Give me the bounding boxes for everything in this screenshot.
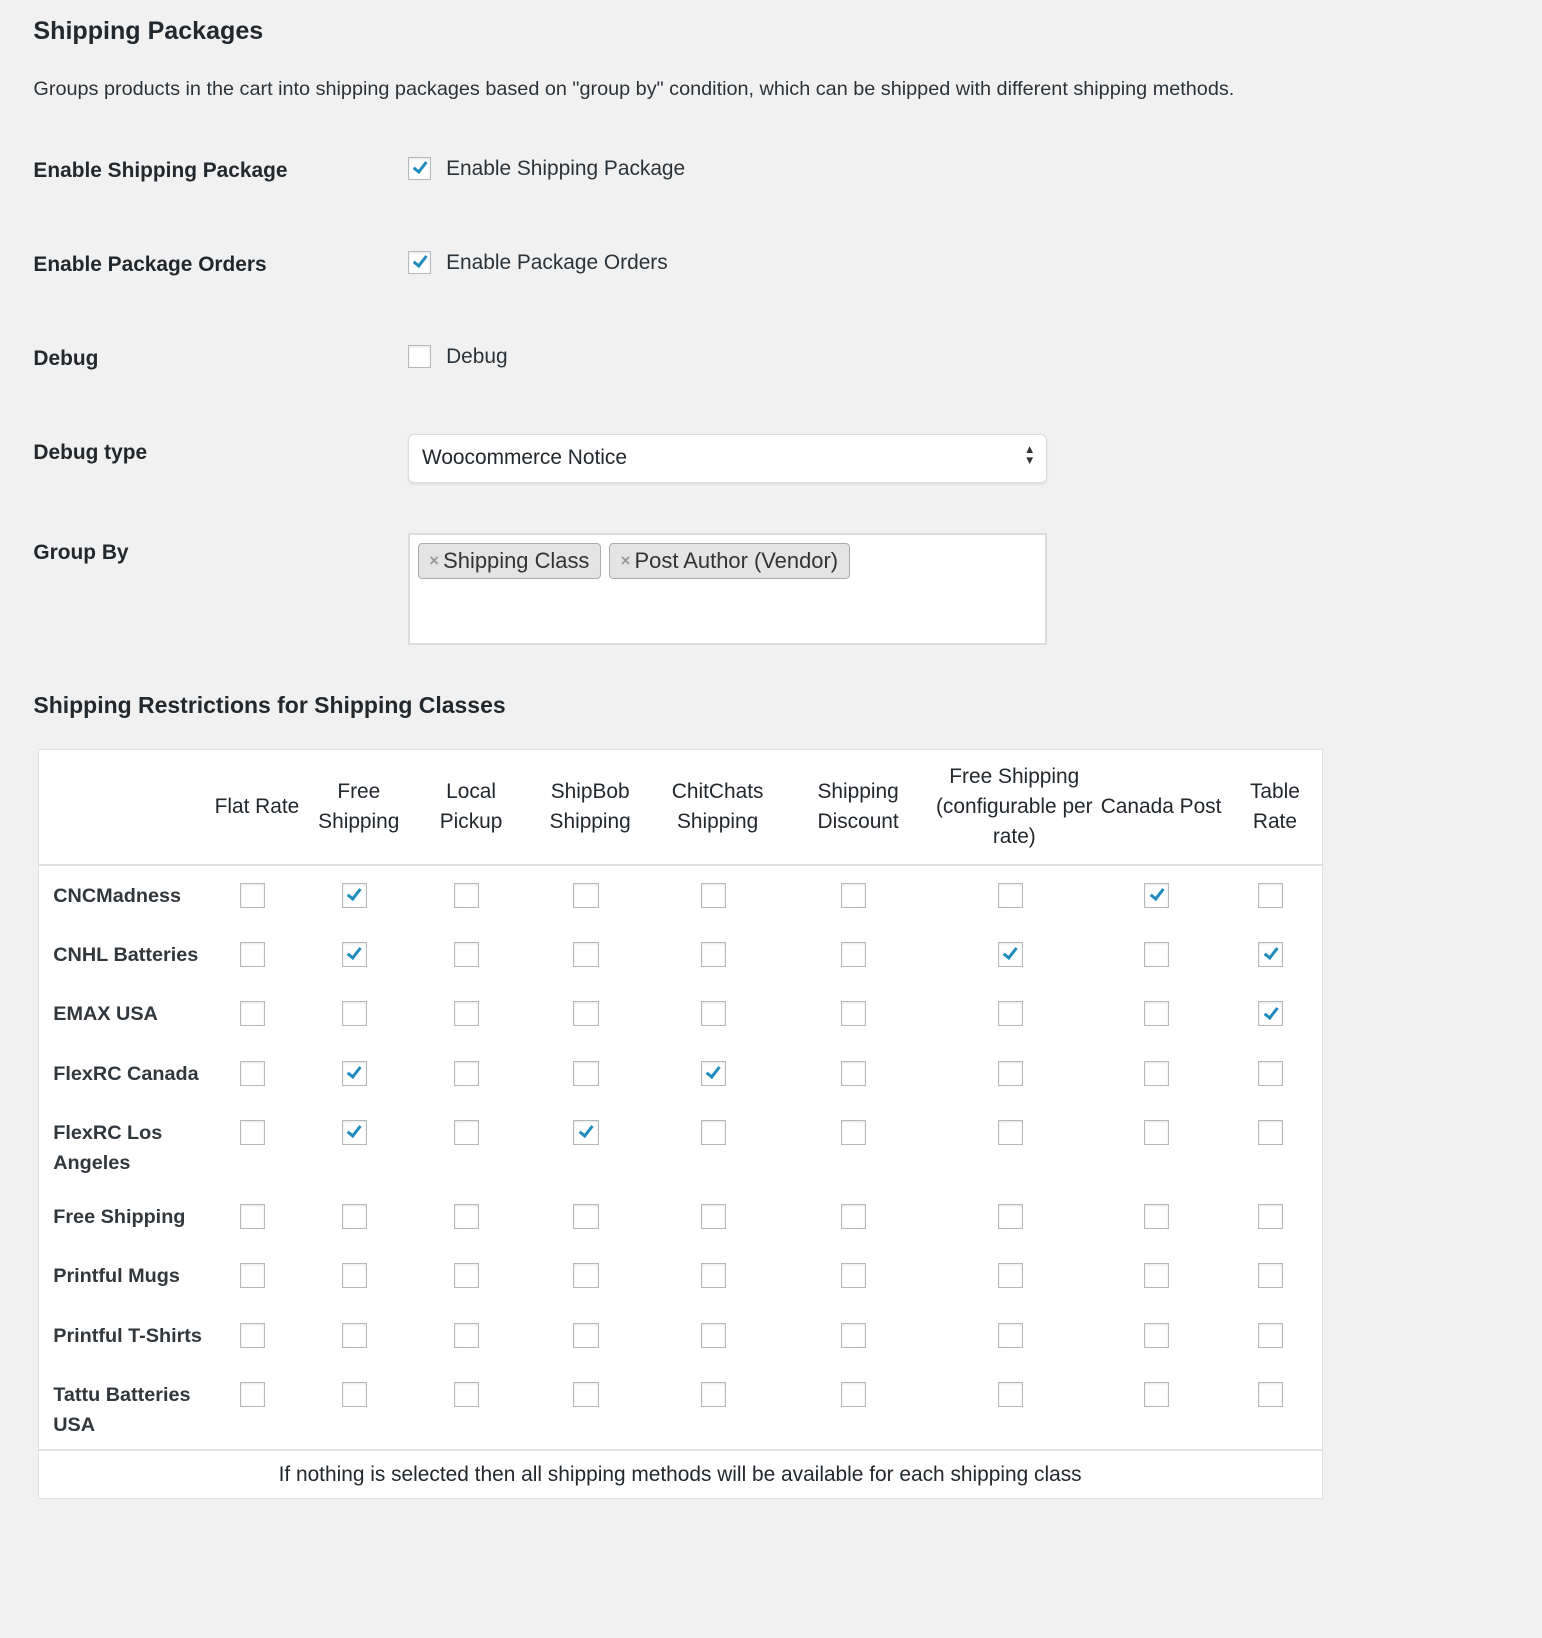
restriction-checkbox[interactable] — [701, 1204, 726, 1229]
checkbox-cell — [652, 1306, 784, 1365]
restriction-checkbox[interactable] — [573, 1382, 598, 1407]
restriction-checkbox[interactable] — [1258, 942, 1283, 967]
checkbox-cell — [1226, 1044, 1323, 1103]
checkbox-cell — [1226, 1187, 1323, 1246]
restriction-checkbox[interactable] — [454, 1382, 479, 1407]
restriction-checkbox[interactable] — [998, 1120, 1023, 1145]
checkbox-cell — [1226, 985, 1323, 1044]
restriction-checkbox[interactable] — [701, 1120, 726, 1145]
table-row — [39, 1104, 1324, 1188]
table-row — [39, 1365, 1324, 1449]
restriction-checkbox[interactable] — [841, 1061, 866, 1086]
checkbox-cell — [1096, 985, 1227, 1044]
checkbox-cell — [783, 1104, 932, 1188]
checkbox-cell — [210, 1187, 304, 1246]
restriction-checkbox[interactable] — [998, 942, 1023, 967]
footer-note: If nothing is selected then all shipping methods will be available for each shipping class — [39, 1449, 1322, 1498]
group-by-multiselect[interactable] — [408, 533, 1046, 645]
checkbox-cell — [529, 1306, 652, 1365]
checkbox-cell — [529, 1247, 652, 1306]
checkbox-cell — [529, 1044, 652, 1103]
page-description: Groups products in the cart into shipping packages based on "group by" condition, which can be shipped with different shipping methods. — [33, 78, 1235, 101]
empty-header — [39, 750, 210, 865]
table-row — [39, 1187, 1324, 1246]
shipping-class-name: CNCMadness — [53, 884, 182, 907]
enable-package-orders-checkbox[interactable] — [408, 251, 431, 274]
checkbox-cell — [933, 925, 1096, 984]
table-row — [39, 865, 1324, 925]
restriction-checkbox[interactable] — [1258, 1001, 1283, 1026]
restriction-checkbox[interactable] — [342, 1061, 367, 1086]
checkbox-cell — [304, 1365, 414, 1449]
column-header: ChitChats Shipping — [652, 750, 784, 865]
restriction-checkbox[interactable] — [240, 1001, 265, 1026]
column-header: Flat Rate — [210, 750, 304, 865]
debug-type-select[interactable] — [408, 434, 1046, 483]
enable-shipping-package-checkbox-row[interactable] — [408, 157, 685, 181]
checkbox-cell — [210, 1044, 304, 1103]
restriction-checkbox[interactable] — [701, 883, 726, 908]
debug-type-label: Debug type — [33, 440, 148, 464]
restriction-checkbox[interactable] — [841, 1382, 866, 1407]
restriction-checkbox[interactable] — [240, 1204, 265, 1229]
restriction-checkbox[interactable] — [841, 1323, 866, 1348]
checkbox-cell — [414, 1247, 529, 1306]
group-by-tag — [609, 543, 849, 579]
restriction-checkbox[interactable] — [454, 1061, 479, 1086]
restriction-checkbox[interactable] — [701, 1263, 726, 1288]
checkbox-cell — [652, 985, 784, 1044]
checkbox-cell — [210, 1247, 304, 1306]
restriction-checkbox[interactable] — [1144, 1263, 1169, 1288]
checkbox-cell — [652, 925, 784, 984]
restriction-checkbox[interactable] — [573, 942, 598, 967]
remove-tag-icon[interactable]: × — [620, 551, 631, 571]
checkbox-cell — [210, 1104, 304, 1188]
restriction-checkbox[interactable] — [573, 1263, 598, 1288]
select-arrows-icon: ▲ ▼ — [1023, 443, 1036, 468]
debug-checkbox-label: Debug — [446, 344, 508, 368]
shipping-class-name: FlexRC Canada — [53, 1062, 199, 1085]
checkbox-cell — [783, 1187, 932, 1246]
checkbox-cell — [933, 1044, 1096, 1103]
restriction-checkbox[interactable] — [841, 1204, 866, 1229]
restriction-checkbox[interactable] — [1258, 1061, 1283, 1086]
restriction-checkbox[interactable] — [998, 1382, 1023, 1407]
checkbox-cell — [652, 1187, 784, 1246]
restriction-checkbox[interactable] — [1258, 1120, 1283, 1145]
checkbox-cell — [210, 1306, 304, 1365]
restriction-checkbox[interactable] — [841, 1120, 866, 1145]
table-row — [39, 1247, 1324, 1306]
checkbox-cell — [933, 865, 1096, 925]
restriction-checkbox[interactable] — [454, 1001, 479, 1026]
restriction-checkbox[interactable] — [1144, 883, 1169, 908]
table-row — [39, 1306, 1324, 1365]
checkbox-cell — [933, 1187, 1096, 1246]
enable-shipping-package-checkbox[interactable] — [408, 157, 431, 180]
restrictions-heading: Shipping Restrictions for Shipping Classes — [33, 691, 506, 718]
page-title: Shipping Packages — [33, 16, 264, 45]
restriction-checkbox[interactable] — [454, 1120, 479, 1145]
shipping-class-name: Free Shipping — [53, 1205, 186, 1228]
enable-shipping-package-checkbox-label: Enable Shipping Package — [446, 156, 686, 180]
checkbox-cell — [783, 925, 932, 984]
checkbox-cell — [529, 1104, 652, 1188]
checkbox-cell — [933, 985, 1096, 1044]
restriction-checkbox[interactable] — [998, 1263, 1023, 1288]
checkbox-cell — [529, 925, 652, 984]
restriction-checkbox[interactable] — [1258, 1323, 1283, 1348]
enable-package-orders-checkbox-label: Enable Package Orders — [446, 250, 668, 274]
restriction-checkbox[interactable] — [240, 883, 265, 908]
checkbox-cell — [414, 865, 529, 925]
restriction-checkbox[interactable] — [342, 1204, 367, 1229]
restriction-checkbox[interactable] — [342, 1323, 367, 1348]
restriction-checkbox[interactable] — [454, 1323, 479, 1348]
checkbox-cell — [529, 1187, 652, 1246]
checkbox-cell — [529, 1365, 652, 1449]
checkbox-cell — [652, 1247, 784, 1306]
checkbox-cell — [414, 1365, 529, 1449]
restriction-checkbox[interactable] — [1258, 1204, 1283, 1229]
checkbox-cell — [1096, 865, 1227, 925]
restriction-checkbox[interactable] — [240, 942, 265, 967]
restriction-checkbox[interactable] — [573, 883, 598, 908]
debug-checkbox[interactable] — [408, 345, 431, 368]
restriction-checkbox[interactable] — [342, 1263, 367, 1288]
column-header: Canada Post — [1096, 750, 1227, 865]
restriction-checkbox[interactable] — [701, 1382, 726, 1407]
restriction-checkbox[interactable] — [240, 1120, 265, 1145]
restriction-checkbox[interactable] — [240, 1263, 265, 1288]
restriction-checkbox[interactable] — [701, 1001, 726, 1026]
table-row — [39, 985, 1324, 1044]
checkbox-cell — [1226, 925, 1323, 984]
checkbox-cell — [933, 1247, 1096, 1306]
checkbox-cell — [1096, 925, 1227, 984]
checkbox-cell — [414, 1104, 529, 1188]
group-by-label: Group By — [33, 541, 129, 565]
checkbox-cell — [414, 925, 529, 984]
checkbox-cell — [1096, 1187, 1227, 1246]
group-by-tag — [418, 543, 601, 579]
restriction-checkbox[interactable] — [240, 1061, 265, 1086]
checkbox-cell — [783, 1365, 932, 1449]
checkbox-cell — [414, 1187, 529, 1246]
restriction-checkbox[interactable] — [342, 883, 367, 908]
enable-package-orders-checkbox-row[interactable] — [408, 251, 667, 275]
remove-tag-icon[interactable]: × — [429, 551, 439, 571]
restriction-checkbox[interactable] — [701, 942, 726, 967]
restriction-checkbox[interactable] — [573, 1323, 598, 1348]
checkbox-cell — [210, 925, 304, 984]
restriction-checkbox[interactable] — [998, 883, 1023, 908]
restriction-checkbox[interactable] — [701, 1323, 726, 1348]
checkbox-cell — [529, 865, 652, 925]
checkbox-cell — [1096, 1365, 1227, 1449]
shipping-class-name: Printful Mugs — [53, 1265, 180, 1288]
restriction-checkbox[interactable] — [573, 1001, 598, 1026]
restriction-checkbox[interactable] — [454, 942, 479, 967]
table-row — [39, 1044, 1324, 1103]
checkbox-cell — [933, 1365, 1096, 1449]
restriction-checkbox[interactable] — [998, 1001, 1023, 1026]
checkbox-cell — [304, 1187, 414, 1246]
checkbox-cell — [783, 985, 932, 1044]
restrictions-table — [38, 749, 1323, 1499]
checkbox-cell — [304, 925, 414, 984]
column-header: ShipBob Shipping — [529, 750, 652, 865]
column-header: Table Rate — [1226, 750, 1323, 865]
enable-shipping-package-label: Enable Shipping Package — [33, 158, 288, 182]
restriction-checkbox[interactable] — [573, 1204, 598, 1229]
debug-checkbox-row[interactable] — [408, 345, 507, 369]
debug-label: Debug — [33, 346, 99, 370]
restriction-checkbox[interactable] — [1144, 1204, 1169, 1229]
checkbox-cell — [304, 985, 414, 1044]
checkbox-cell — [529, 985, 652, 1044]
checkbox-cell — [1226, 1247, 1323, 1306]
checkbox-cell — [1226, 1104, 1323, 1188]
checkbox-cell — [652, 1104, 784, 1188]
restriction-checkbox[interactable] — [1144, 1061, 1169, 1086]
restriction-checkbox[interactable] — [1144, 942, 1169, 967]
checkbox-cell — [210, 865, 304, 925]
checkbox-cell — [783, 1247, 932, 1306]
restriction-checkbox[interactable] — [454, 1263, 479, 1288]
table-header-row — [39, 750, 1324, 865]
checkbox-cell — [933, 1104, 1096, 1188]
shipping-class-name: EMAX USA — [53, 1003, 158, 1026]
checkbox-cell — [783, 1044, 932, 1103]
restriction-checkbox[interactable] — [342, 1382, 367, 1407]
checkbox-cell — [1226, 1365, 1323, 1449]
shipping-class-name: CNHL Batteries — [53, 943, 199, 966]
checkbox-cell — [304, 1104, 414, 1188]
shipping-class-name: Printful T-Shirts — [53, 1324, 202, 1347]
restriction-checkbox[interactable] — [573, 1061, 598, 1086]
restriction-checkbox[interactable] — [701, 1061, 726, 1086]
checkbox-cell — [1096, 1306, 1227, 1365]
restriction-checkbox[interactable] — [1258, 1382, 1283, 1407]
table-row — [39, 925, 1324, 984]
restriction-checkbox[interactable] — [1144, 1323, 1169, 1348]
checkbox-cell — [652, 865, 784, 925]
restriction-checkbox[interactable] — [841, 1263, 866, 1288]
checkbox-cell — [210, 1365, 304, 1449]
checkbox-cell — [1096, 1247, 1227, 1306]
checkbox-cell — [414, 1306, 529, 1365]
checkbox-cell — [304, 1247, 414, 1306]
checkbox-cell — [210, 985, 304, 1044]
checkbox-cell — [652, 1044, 784, 1103]
restriction-checkbox[interactable] — [240, 1382, 265, 1407]
checkbox-cell — [304, 1306, 414, 1365]
restriction-checkbox[interactable] — [454, 1204, 479, 1229]
restriction-checkbox[interactable] — [998, 1204, 1023, 1229]
checkbox-cell — [1096, 1104, 1227, 1188]
column-header: Free Shipping (configurable per rate) — [933, 750, 1096, 865]
tag-label: Shipping Class — [443, 548, 590, 574]
checkbox-cell — [304, 865, 414, 925]
restriction-checkbox[interactable] — [573, 1120, 598, 1145]
restriction-checkbox[interactable] — [1144, 1382, 1169, 1407]
checkbox-cell — [304, 1044, 414, 1103]
checkbox-cell — [414, 1044, 529, 1103]
checkbox-cell — [1226, 1306, 1323, 1365]
restriction-checkbox[interactable] — [342, 1001, 367, 1026]
restriction-checkbox[interactable] — [841, 883, 866, 908]
restriction-checkbox[interactable] — [240, 1323, 265, 1348]
checkbox-cell — [1096, 1044, 1227, 1103]
checkbox-cell — [1226, 865, 1323, 925]
checkbox-cell — [414, 985, 529, 1044]
checkbox-cell — [933, 1306, 1096, 1365]
column-header: Shipping Discount — [783, 750, 932, 865]
restriction-checkbox[interactable] — [841, 1001, 866, 1026]
restriction-checkbox[interactable] — [841, 942, 866, 967]
restriction-checkbox[interactable] — [342, 1120, 367, 1145]
restriction-checkbox[interactable] — [342, 942, 367, 967]
restriction-checkbox[interactable] — [998, 1061, 1023, 1086]
restriction-checkbox[interactable] — [1144, 1001, 1169, 1026]
restriction-checkbox[interactable] — [1144, 1120, 1169, 1145]
shipping-class-name: FlexRC Los Angeles — [53, 1122, 163, 1175]
tag-label: Post Author (Vendor) — [634, 548, 839, 574]
enable-package-orders-label: Enable Package Orders — [33, 252, 267, 276]
checkbox-cell — [652, 1365, 784, 1449]
debug-type-value: Woocommerce Notice — [422, 446, 627, 470]
restriction-checkbox[interactable] — [998, 1323, 1023, 1348]
column-header: Local Pickup — [414, 750, 529, 865]
restriction-checkbox[interactable] — [1258, 883, 1283, 908]
restriction-checkbox[interactable] — [1258, 1263, 1283, 1288]
checkbox-cell — [783, 865, 932, 925]
column-header: Free Shipping — [304, 750, 414, 865]
checkbox-cell — [783, 1306, 932, 1365]
restriction-checkbox[interactable] — [454, 883, 479, 908]
shipping-class-name: Tattu Batteries USA — [53, 1383, 191, 1437]
